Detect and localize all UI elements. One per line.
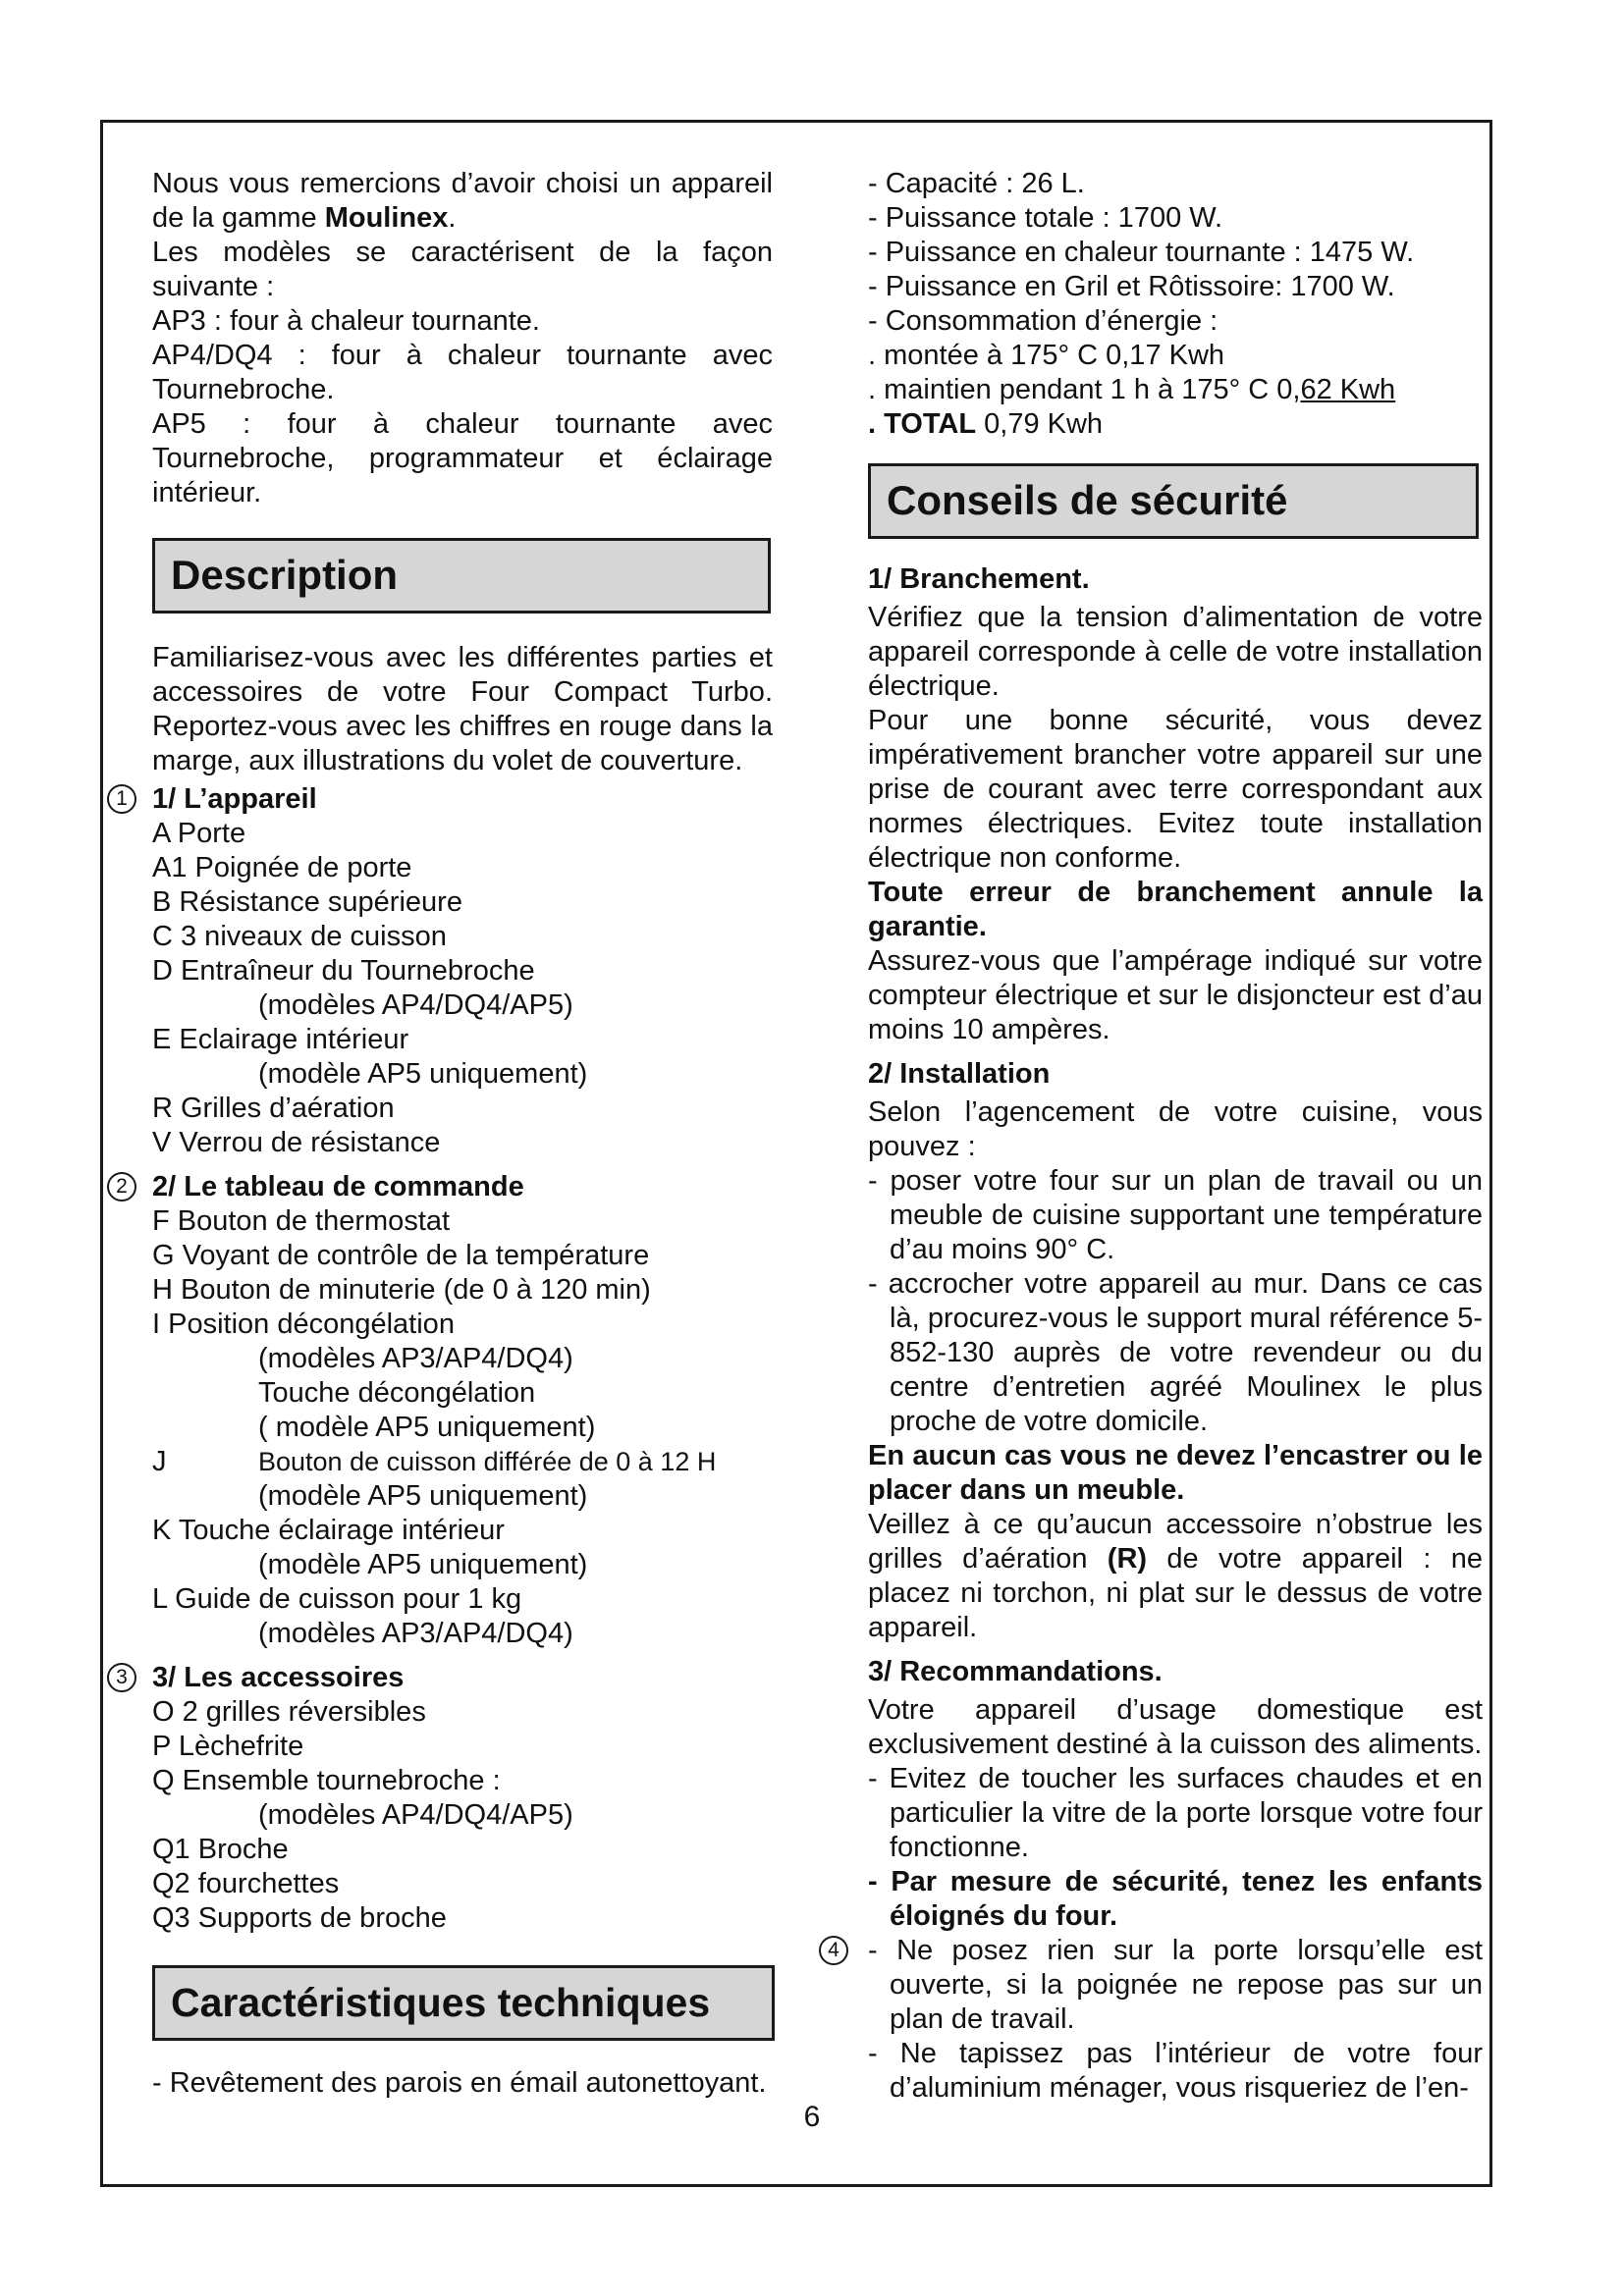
heading-accessoires-text: 3/ Les accessoires <box>152 1662 405 1693</box>
item-j <box>152 1445 773 1479</box>
heading-appareil <box>116 782 773 817</box>
item-a1: A1 Poignée de porte <box>152 852 412 883</box>
item-i-touch-model: ( modèle AP5 uniquement) <box>258 1412 596 1443</box>
page-number: 6 <box>803 2101 821 2133</box>
heading-recommandations: 3/ Recommandations. <box>868 1656 1163 1687</box>
item-h: H Bouton de minuterie (de 0 à 120 min) <box>152 1274 651 1306</box>
item-o: O 2 grilles réversibles <box>152 1696 426 1728</box>
branchement-warning: Toute erreur de branchement annule la garantie. <box>868 877 1483 942</box>
spec-total-value: 0,79 Kwh <box>976 408 1104 440</box>
item-d: D Entraîneur du Tournebroche <box>152 955 535 987</box>
section-title-securite: Conseils de sécurité <box>868 463 1479 539</box>
spec-maintien-text: . maintien pendant 1 h à 175° C 0, <box>868 374 1301 405</box>
branchement-p1: Vérifiez que la tension d’alimentation de votre appareil corresponde à celle de votre installation électrique. <box>868 602 1483 702</box>
spec-total-label: . TOTAL <box>868 408 977 440</box>
item-i: I Position décongélation <box>152 1308 455 1340</box>
intro-period: . <box>448 202 457 234</box>
item-j-label: J <box>152 1446 167 1477</box>
brand-name: Moulinex <box>324 202 449 234</box>
model-ap4: AP4/DQ4 : four à chaleur tournante avec Tournebroche. <box>152 340 773 405</box>
installation-p2 <box>868 1508 1483 1645</box>
branchement-p3: Assurez-vous que l’ampérage indiqué sur votre compteur électrique et sur le disjoncteur est d’au moins 10 ampères. <box>868 945 1483 1045</box>
item-q3: Q3 Supports de broche <box>152 1902 447 1934</box>
installation-p2-end: de votre appareil : ne placez ni torchon, ni plat sur le dessus de votre appareil. <box>868 1543 1483 1643</box>
item-v: V Verrou de résistance <box>152 1127 441 1158</box>
item-i-models: (modèles AP3/AP4/DQ4) <box>258 1343 573 1374</box>
heading-branchement: 1/ Branchement. <box>868 563 1090 595</box>
item-q: Q Ensemble tournebroche : <box>152 1765 501 1796</box>
spec-consommation: - Consommation d’énergie : <box>868 305 1218 337</box>
recommandations-d2: - Par mesure de sécurité, tenez les enfants éloignés du four. <box>868 1866 1483 1932</box>
heading-appareil-text: 1/ L’appareil <box>152 783 317 815</box>
item-e-model: (modèle AP5 uniquement) <box>258 1058 588 1090</box>
item-d-models: (modèles AP4/DQ4/AP5) <box>258 989 573 1021</box>
item-e: E Eclairage intérieur <box>152 1024 409 1055</box>
recommandations-d1: - Evitez de toucher les surfaces chaudes et en particulier la vitre de la porte lorsque votre four fonctionne. <box>868 1763 1483 1863</box>
models-intro: Les modèles se caractérisent de la façon suivante : <box>152 237 773 302</box>
recommandations-d3: - Ne posez rien sur la porte lorsqu’elle est ouverte, si la poignée ne repose pas sur un plan de travail. <box>868 1935 1483 2035</box>
heading-tableau-text: 2/ Le tableau de commande <box>152 1171 524 1202</box>
item-l-models: (modèles AP3/AP4/DQ4) <box>258 1618 573 1649</box>
spec-puissance-gril: - Puissance en Gril et Rôtissoire: 1700 W. <box>868 271 1395 302</box>
intro-paragraph <box>152 167 773 236</box>
item-r: R Grilles d’aération <box>152 1093 395 1124</box>
marker-4-icon: 4 <box>819 1936 848 1965</box>
item-g: G Voyant de contrôle de la température <box>152 1240 650 1271</box>
spec-maintien-value: 62 Kwh <box>1300 374 1396 405</box>
spec-puissance-chaleur: - Puissance en chaleur tournante : 1475 W. <box>868 237 1415 268</box>
installation-p2-ref: (R) <box>1107 1543 1148 1575</box>
item-a: A Porte <box>152 818 246 849</box>
installation-d1: - poser votre four sur un plan de travail ou un meuble de cuisine supportant une température d’au moins 90° C. <box>868 1165 1483 1265</box>
intro-text: Nous vous remercions d’avoir choisi un appareil de la gamme <box>152 168 773 234</box>
item-j-text: Bouton de cuisson différée de 0 à 12 H <box>258 1447 717 1476</box>
spec-montee: . montée à 175° C 0,17 Kwh <box>868 340 1225 371</box>
item-k-model: (modèle AP5 uniquement) <box>258 1549 588 1580</box>
item-c: C 3 niveaux de cuisson <box>152 921 447 952</box>
model-ap3: AP3 : four à chaleur tournante. <box>152 305 540 337</box>
item-q1: Q1 Broche <box>152 1834 289 1865</box>
section-title-description: Description <box>152 538 771 614</box>
heading-installation: 2/ Installation <box>868 1058 1051 1090</box>
marker-1-icon: 1 <box>107 784 136 814</box>
left-column <box>116 167 773 2101</box>
description-intro: Familiarisez-vous avec les différentes parties et accessoires de votre Four Compact Turbo. Reportez-vous avec les chiffres en rouge dans la marge, aux illustrations du volet de couverture. <box>152 642 773 776</box>
marker-3-icon: 3 <box>107 1663 136 1692</box>
spec-capacite: - Capacité : 26 L. <box>868 168 1085 199</box>
spec-total <box>868 407 1483 442</box>
item-l: L Guide de cuisson pour 1 kg <box>152 1583 522 1615</box>
item-j-model: (modèle AP5 uniquement) <box>258 1480 588 1512</box>
item-f: F Bouton de thermostat <box>152 1205 451 1237</box>
marker-2-icon: 2 <box>107 1172 136 1201</box>
recommandations-d4: - Ne tapissez pas l’intérieur de votre four d’aluminium ménager, vous risqueriez de l’en- <box>868 2038 1483 2104</box>
item-i-touch: Touche décongélation <box>258 1377 536 1409</box>
installation-p1: Selon l’agencement de votre cuisine, vous pouvez : <box>868 1096 1483 1162</box>
recommandations-d3-wrap <box>828 1934 1483 2037</box>
branchement-p2: Pour une bonne sécurité, vous devez impérativement brancher votre appareil sur une prise de courant avec terre correspondant aux normes électriques. Evitez toute installation électrique non conforme. <box>868 705 1483 874</box>
item-k: K Touche éclairage intérieur <box>152 1515 505 1546</box>
recommandations-p1: Votre appareil d’usage domestique est exclusivement destiné à la cuisson des aliments. <box>868 1694 1483 1760</box>
installation-p2-text: Veillez à ce qu’aucun accessoire n’obstrue les grilles d’aération <box>868 1509 1483 1575</box>
installation-d2: - accrocher votre appareil au mur. Dans ce cas là, procurez-vous le support mural référence 5-852-130 auprès de votre revendeur ou du centre d’entretien agréé Moulinex le plus proche de votre domicile. <box>868 1268 1483 1437</box>
model-ap5: AP5 : four à chaleur tournante avec Tournebroche, programmateur et éclairage intérieur. <box>152 408 773 508</box>
section-title-caracteristiques: Caractéristiques techniques <box>152 1965 775 2041</box>
item-p: P Lèchefrite <box>152 1731 304 1762</box>
item-q-models: (modèles AP4/DQ4/AP5) <box>258 1799 573 1831</box>
spec-maintien <box>868 373 1483 407</box>
right-column <box>828 167 1483 2106</box>
installation-warning: En aucun cas vous ne devez l’encastrer ou le placer dans un meuble. <box>868 1440 1483 1506</box>
spec-revetement: - Revêtement des parois en émail autonettoyant. <box>152 2067 767 2099</box>
heading-tableau <box>116 1170 773 1204</box>
heading-accessoires <box>116 1661 773 1695</box>
item-b: B Résistance supérieure <box>152 886 462 918</box>
item-q2: Q2 fourchettes <box>152 1868 340 1899</box>
spec-puissance-totale: - Puissance totale : 1700 W. <box>868 202 1223 234</box>
